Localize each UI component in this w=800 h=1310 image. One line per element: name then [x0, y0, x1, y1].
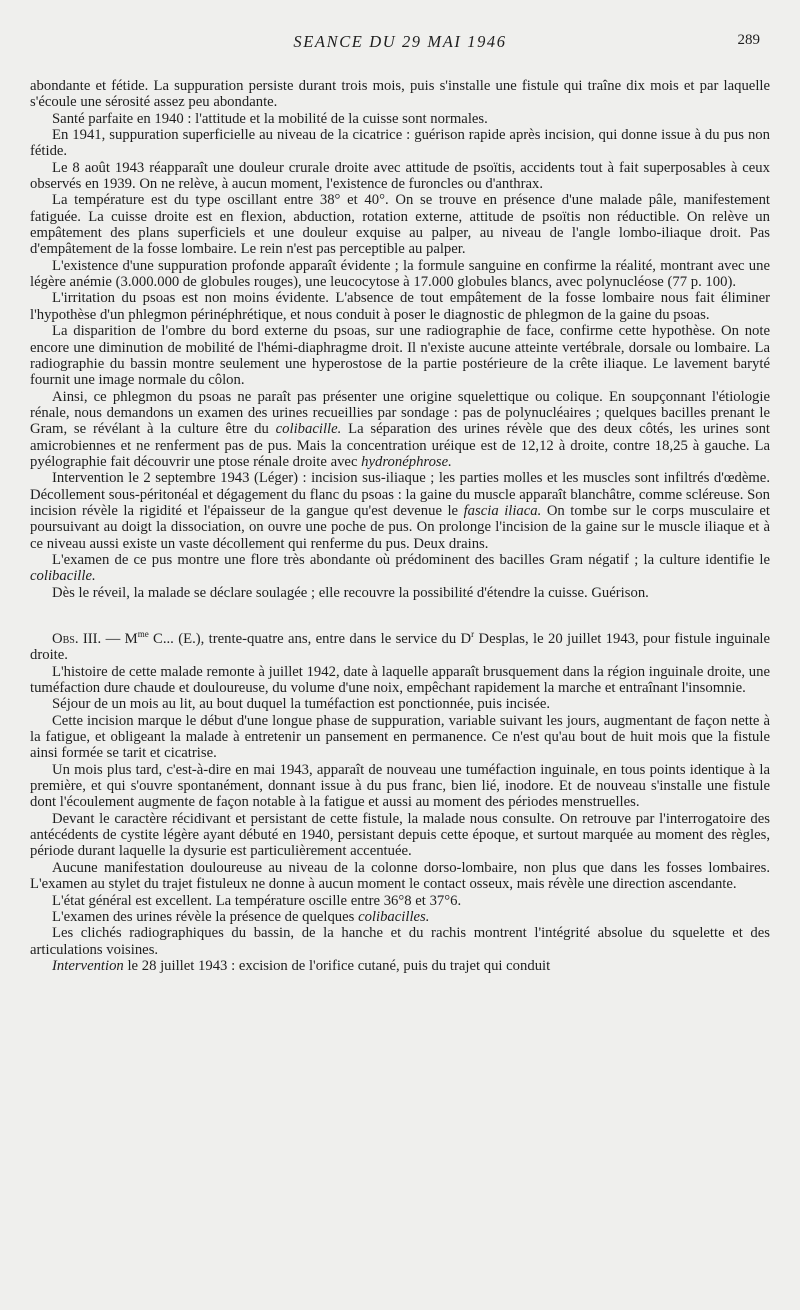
- paragraph: L'existence d'une suppuration profonde apparaît évidente ; la formule sanguine en confirme la réalité, montrant avec une légère anémie (3.000.000 de globules rouges), une leucocytose à 17.000 globules blancs, avec polynucléose (77 p. 100).: [30, 257, 770, 291]
- paragraph: [30, 552, 770, 585]
- italic-term: fascia iliaca.: [463, 502, 542, 519]
- paragraph: Devant le caractère récidivant et persistant de cette fistule, la malade nous consulte. On retrouve par l'interrogatoire des antécédents de cystite légère ayant débuté en 1940, persistant depuis cette époque, et surtout marquée au moment des règles, période durant laquelle la dysurie est particulièrement accentuée.: [30, 810, 770, 860]
- paragraph: La disparition de l'ombre du bord externe du psoas, sur une radiographie de face, confirme cette hypothèse. On note encore une diminution de mobilité de l'hémi-diaphragme droit. Il n'existe aucune atteinte vertébrale, dorsale ou lombaire. La radiographie du bassin montre seulement une hyperostose de la partie postérieure de la crête iliaque. Le lavement baryté fournit une image normale du côlon.: [30, 323, 770, 389]
- paragraph: abondante et fétide. La suppuration persiste durant trois mois, puis s'installe une fistule qui traîne dix mois et par laquelle s'écoule une sérosité assez peu abondante.: [30, 78, 770, 111]
- text-run: — M: [105, 631, 138, 647]
- observation-heading: [30, 631, 770, 664]
- paragraph: [30, 389, 770, 471]
- italic-term: colibacille.: [30, 568, 96, 585]
- page-number: 289: [737, 32, 760, 48]
- text-run: C... (E.), trente-quatre ans, entre dans le service du D: [153, 631, 472, 647]
- running-title: SEANCE DU 29 MAI 1946: [293, 32, 507, 51]
- paragraph: Un mois plus tard, c'est-à-dire en mai 1943, apparaît de nouveau une tuméfaction inguinale, en tous points identique à la première, et qui s'ouvre spontanément, donnant issue à du pus franc, bien lié, inodore. Et de nouveau s'installe une fistule dont l'écoulement augmente de façon notable à la fatigue et aussi au moment des périodes menstruelles.: [30, 761, 770, 811]
- italic-term: colibacilles.: [358, 908, 430, 925]
- text-run: On tombe sur le corps musculaire et poursuivant au doigt la dissociation, on ouvre une poche de pus. On prolonge l'incision de la gaine sur le muscle iliaque et à ce niveau aussi existe un vaste décollement qui renferme du pus. Deux drains.: [30, 502, 770, 552]
- page-header: [0, 32, 800, 56]
- text-run: La séparation des urines révèle que des deux côtés, les urines sont amicrobiennes et ne renferment pas de pus. Mais la concentration uréique est de 12,12 à droite, contre 18,25 à gauche. La pyélographie fait découvrir une ptose rénale droite avec: [30, 421, 771, 470]
- text-run: Intervention le 2 septembre 1943 (Léger) : incision sus-iliaque ; les parties molles et les muscles sont infiltrés d'œdème. Décollement sous-péritonéal et dégagement du flanc du psoas : la gaine du muscle apparaît blanchâtre, comme scléreuse. Son incision révèle la rigidité et l'épaisseur de la gangue qu'est devenue le: [30, 470, 770, 519]
- paragraph: Santé parfaite en 1940 : l'attitude et la mobilité de la cuisse sont normales.: [52, 110, 488, 127]
- paragraph: Aucune manifestation douloureuse au niveau de la colonne dorso-lombaire, non plus que dans les fosses lombaires. L'examen au stylet du trajet fistuleux ne donne à aucun moment le contact osseux, mais révèle une direction ascendante.: [30, 859, 770, 893]
- text-run: L'examen des urines révèle la présence de quelques: [52, 908, 355, 925]
- paragraph: Le 8 août 1943 réapparaît une douleur crurale droite avec attitude de psoïtis, accidents tout à fait superposables à ceux observés en 1939. On ne relève, à aucun moment, l'existence de furoncles ou d'anthrax.: [30, 159, 770, 193]
- text-run: le 28 juillet 1943 : excision de l'orifice cutané, puis du trajet qui conduit: [127, 957, 551, 974]
- text-run: Ainsi, ce phlegmon du psoas ne paraît pas présenter une origine squelettique ou colique. En soupçonnant l'étiologie rénale, nous demandons un examen des urines recueillies par sondage : pas de polynucléaires ; quelques bacilles prenant le Gram, se révélant à la culture être du: [30, 388, 770, 438]
- paragraph: La température est du type oscillant entre 38° et 40°. On se trouve en présence d'une malade pâle, manifestement fatiguée. La cuisse droite est en flexion, abduction, rotation externe, attitude de psoïtis non réductible. On relève un empâtement des plans superficiels et une douleur exquise au palper, au niveau de l'angle lombo-iliaque droit. Pas d'empâtement de la fosse lombaire. Le rein n'est pas perceptible au palper.: [30, 192, 770, 258]
- paragraph: L'histoire de cette malade remonte à juillet 1942, date à laquelle apparaît brusquement dans la région inguinale droite, une tuméfaction dure chaude et douloureuse, du volume d'une noix, empêchant rapidement la marche et entraînant l'insomnie.: [30, 663, 770, 697]
- italic-term: hydronéphrose.: [361, 453, 452, 470]
- italic-term: Intervention: [52, 957, 124, 974]
- paragraph: L'état général est excellent. La température oscille entre 36°8 et 37°6.: [52, 892, 462, 909]
- observation-label: Obs. III.: [52, 631, 102, 647]
- superscript: me: [137, 629, 149, 640]
- text-run: Desplas, le 20 juillet 1943, pour fistule inguinale droite.: [30, 631, 771, 664]
- paragraph: [30, 958, 770, 974]
- paragraph: En 1941, suppuration superficielle au niveau de la cicatrice : guérison rapide après incision, qui donne issue à du pus non fétide.: [30, 127, 770, 160]
- paragraph: [30, 909, 770, 925]
- italic-term: colibacille.: [275, 421, 342, 438]
- paragraph: Les clichés radiographiques du bassin, de la hanche et du rachis montrent l'intégrité absolue du squelette et des articulations voisines.: [30, 925, 770, 958]
- text-run: L'examen de ce pus montre une flore très abondante où prédominent des bacilles Gram négatif ; la culture identifie le: [52, 551, 770, 568]
- paragraph: Séjour de un mois au lit, au bout duquel la tuméfaction est ponctionnée, puis incisée.: [52, 696, 551, 713]
- paragraph: L'irritation du psoas est non moins évidente. L'absence de tout empâtement de la fosse lombaire nous fait éliminer l'hypothèse d'un phlegmon périnéphrétique, et nous conduit à poser le diagnostic de phlegmon de la gaine du psoas.: [30, 290, 770, 323]
- paragraph: Dès le réveil, la malade se déclare soulagée ; elle recouvre la possibilité d'étendre la cuisse. Guérison.: [52, 584, 649, 601]
- body-text: [30, 78, 770, 974]
- paragraph: [30, 470, 770, 552]
- paragraph: Cette incision marque le début d'une longue phase de suppuration, variable suivant les jours, augmentant de façon nette à la fatigue, et obligeant la malade à entretenir un pansement en permanence. Ce n'est qu'au bout de huit mois que la fistule ainsi formée se tarit et cicatrise.: [30, 712, 770, 762]
- superscript: r: [471, 629, 475, 640]
